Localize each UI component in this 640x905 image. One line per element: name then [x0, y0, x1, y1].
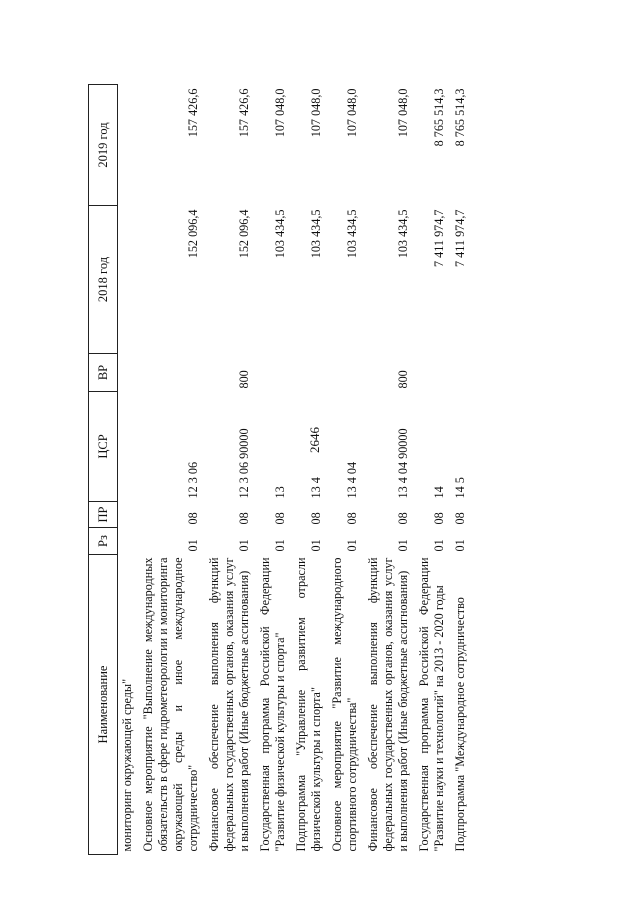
row-pr: 08 [396, 512, 410, 525]
row-vr [139, 354, 205, 392]
row-csr: 14 [432, 486, 446, 499]
row-vr: 800 [396, 370, 410, 389]
row-vr: 800 [237, 370, 251, 389]
table-row [118, 85, 140, 855]
row-2019: 107 048,0 [273, 88, 287, 138]
table-row [364, 85, 415, 855]
row-name: Финансовое обеспечение выполнения функций федеральных государственных органов, оказания услуг и выполнения работ (Иные бюджетные ассигнования) [366, 557, 410, 852]
budget-table [88, 84, 474, 855]
header-2018: 2018 год [89, 206, 118, 354]
row-csr: 13 4 [309, 477, 323, 499]
row-2018: 103 434,5 [396, 209, 410, 259]
row-pr: 08 [309, 512, 323, 525]
row-pr: 08 [345, 512, 359, 525]
table-row [292, 85, 328, 855]
row-vr [118, 354, 140, 392]
header-vr: ВР [89, 354, 118, 392]
header-name: Наименование [89, 555, 118, 855]
row-2019: 107 048,0 [345, 88, 359, 138]
row-vr [415, 354, 451, 392]
row-2019 [118, 85, 140, 206]
row-csr: 12 3 06 90000 [237, 428, 251, 499]
row-pr: 08 [453, 512, 467, 525]
row-csr: 13 [273, 486, 287, 499]
row-pr: 08 [186, 512, 200, 525]
row-rz: 01 [273, 539, 287, 552]
row-name: Подпрограмма "Международное сотрудничество [453, 597, 467, 852]
row-rz: 01 [345, 539, 359, 552]
row-vr [256, 354, 292, 392]
page-number: 2646 [307, 427, 322, 453]
row-rz: 01 [453, 539, 467, 552]
table-row [256, 85, 292, 855]
row-rz: 01 [396, 539, 410, 552]
row-2018: 7 411 974,7 [432, 209, 446, 267]
row-rz: 01 [237, 539, 251, 552]
row-csr: 13 4 04 90000 [396, 428, 410, 499]
row-name: Основное мероприятие "Выполнение международных обязательств в сфере гидрометеорологии и мониторинга окружающей среды и иное международное сотрудничество" [141, 557, 200, 852]
row-rz: 01 [309, 539, 323, 552]
row-2018: 152 096,4 [186, 209, 200, 259]
row-2018: 152 096,4 [237, 209, 251, 259]
row-2018 [118, 206, 140, 354]
row-2018: 103 434,5 [345, 209, 359, 259]
table-row [328, 85, 364, 855]
header-csr: ЦСР [89, 392, 118, 502]
row-pr: 08 [432, 512, 446, 525]
row-2018: 103 434,5 [273, 209, 287, 259]
row-2019: 8 765 514,3 [453, 88, 467, 147]
row-csr: 12 3 06 [186, 461, 200, 499]
header-2019: 2019 год [89, 85, 118, 206]
row-rz: 01 [186, 539, 200, 552]
row-2019: 157 426,6 [237, 88, 251, 138]
row-2019: 107 048,0 [396, 88, 410, 138]
row-rz: 01 [432, 539, 446, 552]
table-row [415, 85, 451, 855]
row-vr [328, 354, 364, 392]
row-name: Государственная программа Российской Федерации "Развитие физической культуры и спорта" [258, 557, 287, 852]
row-vr [292, 354, 328, 392]
row-name: Государственная программа Российской Федерации "Развитие науки и технологий" на 2013 - 2020 годы [417, 557, 446, 852]
row-csr: 13 4 04 [345, 461, 359, 499]
header-pr: ПР [89, 502, 118, 528]
row-name: Основное мероприятие "Развитие международного спортивного сотрудничества" [330, 557, 359, 852]
row-2019: 157 426,6 [186, 88, 200, 138]
row-name: мониторинг окружающей среды" [120, 678, 134, 852]
row-2018: 103 434,5 [309, 209, 323, 259]
row-csr [118, 392, 140, 502]
table-header-row [89, 85, 118, 855]
row-name: Подпрограмма "Управление развитием отрасли физической культуры и спорта" [294, 557, 323, 852]
table-row [451, 85, 474, 855]
row-name: Финансовое обеспечение выполнения функций федеральных государственных органов, оказания услуг и выполнения работ (Иные бюджетные ассигнования) [207, 557, 251, 852]
row-2018: 7 411 974,7 [453, 209, 467, 267]
table-row [205, 85, 256, 855]
header-rz: Рз [89, 528, 118, 555]
row-csr: 14 5 [453, 477, 467, 499]
row-2019: 107 048,0 [309, 88, 323, 138]
row-pr: 08 [273, 512, 287, 525]
row-pr [118, 502, 140, 528]
row-2019: 8 765 514,3 [432, 88, 446, 147]
row-pr: 08 [237, 512, 251, 525]
table-row [139, 85, 205, 855]
row-vr [451, 354, 474, 392]
row-rz [118, 528, 140, 555]
